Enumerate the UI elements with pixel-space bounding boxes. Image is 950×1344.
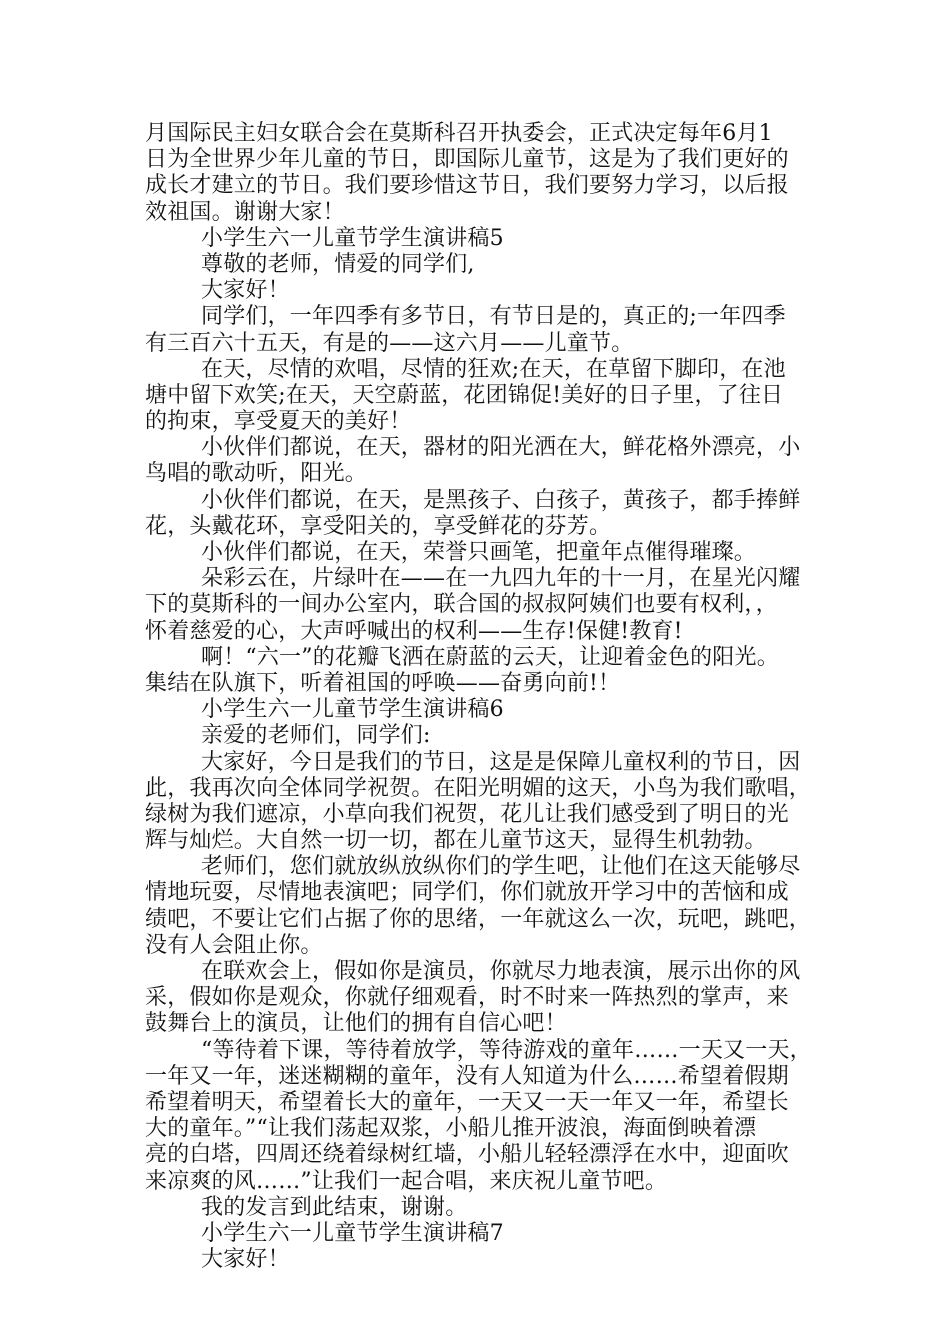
text-line xyxy=(145,278,813,304)
text-line xyxy=(145,1038,813,1064)
section-heading xyxy=(145,697,813,723)
text-line xyxy=(145,331,813,357)
line-text: 朵彩云在，片绿叶在——在一九四九年的十一月，在星光闪耀 xyxy=(201,566,801,592)
text-line xyxy=(145,383,813,409)
line-text: 亮的白塔，四周还绕着绿树红墙，小船儿轻轻漂浮在水中，迎面吹 xyxy=(145,1142,789,1168)
line-text: 此，我再次向全体同学祝贺。在阳光明媚的这天，小鸟为我们歌唱， xyxy=(145,775,812,801)
line-text: 大的童年。”“让我们荡起双浆，小船儿推开波浪，海面倒映着漂 xyxy=(145,1116,757,1142)
line-text: 成长才建立的节日。我们要珍惜这节日，我们要努力学习，以后报 xyxy=(145,173,789,199)
text-line xyxy=(145,435,813,461)
text-line xyxy=(145,1169,813,1195)
line-text: 日为全世界少年儿童的节日，即国际儿童节，这是为了我们更好的 xyxy=(145,147,789,173)
text-line xyxy=(145,985,813,1011)
line-text: 希望着明天，希望着长大的童年，一天又一天一年又一年，希望长 xyxy=(145,1089,789,1115)
text-line xyxy=(145,619,813,645)
text-line xyxy=(145,1247,813,1273)
line-text: 在联欢会上，假如你是演员，你就尽力地表演，展示出你的风 xyxy=(201,959,801,984)
text-line xyxy=(145,566,813,592)
line-text: 同学们，一年四季有多节日，有节日是的，真正的;一年四季 xyxy=(201,304,786,330)
text-line xyxy=(145,252,813,278)
line-text: 啊！“六一”的花瓣飞洒在蔚蓝的云天，让迎着金色的阳光。 xyxy=(201,644,779,670)
line-text: 塘中留下欢笑;在天，天空蔚蓝，花团锦促!美好的日子里，了往日 xyxy=(145,382,784,408)
text-line xyxy=(145,121,813,147)
line-text: 绿树为我们遮凉，小草向我们祝贺，花儿让我们感受到了明日的光 xyxy=(145,801,789,827)
text-line xyxy=(145,488,813,514)
text-line xyxy=(145,304,813,330)
line-text: 在天，尽情的欢唱，尽情的狂欢;在天，在草留下脚印，在池 xyxy=(201,356,786,382)
line-text: 小伙伴们都说，在天，荣誉只画笔，把童年点催得璀璨。 xyxy=(201,540,757,565)
text-line xyxy=(145,173,813,199)
line-text: 怀着慈爱的心，大声呼喊出的权利——生存!保健!教育! xyxy=(145,618,683,644)
text-line xyxy=(145,357,813,383)
line-text: 没有人会阻止你。 xyxy=(145,932,323,958)
line-text: 亲爱的老师们，同学们: xyxy=(201,723,431,749)
text-line xyxy=(145,750,813,776)
text-line xyxy=(145,1064,813,1090)
text-line xyxy=(145,959,813,985)
text-line xyxy=(145,540,813,566)
line-text: 绩吧，不要让它们占据了你的思绪，一年就这么一次，玩吧，跳吧， xyxy=(145,906,812,932)
text-line xyxy=(145,514,813,540)
text-line xyxy=(145,776,813,802)
line-text: 效祖国。谢谢大家！ xyxy=(145,199,345,225)
text-line xyxy=(145,1142,813,1168)
line-text: 大家好！ xyxy=(201,1247,290,1273)
line-text: 鼓舞台上的演员，让他们的拥有自信心吧！ xyxy=(145,1011,567,1037)
line-text: “等待着下课，等待着放学，等待游戏的童年……一天又一天， xyxy=(201,1037,812,1063)
line-text: 花，头戴花环，享受阳关的，享受鲜花的芬芳。 xyxy=(145,513,612,539)
text-line xyxy=(145,592,813,618)
line-text: 辉与灿烂。大自然一切一切，都在儿童节这天，显得生机勃勃。 xyxy=(145,828,767,854)
text-line xyxy=(145,461,813,487)
line-text: 老师们，您们就放纵放纵你们的学生吧，让他们在这天能够尽 xyxy=(201,854,801,880)
section-heading xyxy=(145,1221,813,1247)
text-line xyxy=(145,802,813,828)
text-line xyxy=(145,880,813,906)
line-text: 采，假如你是观众，你就仔细观看，时不时来一阵热烈的掌声，来 xyxy=(145,985,789,1011)
line-text: 有三百六十五天，有是的——这六月——儿童节。 xyxy=(145,330,634,356)
line-text: 小伙伴们都说，在天，是黑孩子、白孩子，黄孩子，都手捧鲜 xyxy=(201,487,801,513)
heading-text: 小学生六一儿童节学生演讲稿7 xyxy=(201,1220,504,1246)
text-line xyxy=(145,723,813,749)
line-text: 鸟唱的歌动听，阳光。 xyxy=(145,461,368,487)
text-line xyxy=(145,147,813,173)
line-text: 一年又一年，迷迷糊糊的童年，没有人知道为什么……希望着假期 xyxy=(145,1063,789,1089)
line-text: 大家好，今日是我们的节日，这是是保障儿童权利的节日，因 xyxy=(201,749,801,775)
line-text: 大家好！ xyxy=(201,278,290,304)
text-line xyxy=(145,1090,813,1116)
text-line xyxy=(145,907,813,933)
text-line xyxy=(145,200,813,226)
line-text: 的拘束，享受夏天的美好！ xyxy=(145,409,412,435)
line-text: 尊敬的老师，情爱的同学们, xyxy=(201,251,475,277)
text-line xyxy=(145,1116,813,1142)
text-line xyxy=(145,933,813,959)
text-line xyxy=(145,671,813,697)
section-heading xyxy=(145,226,813,252)
document-page xyxy=(145,121,813,1273)
line-text: 情地玩耍，尽情地表演吧；同学们，你们就放开学习中的苦恼和成 xyxy=(145,880,789,906)
line-text: 月国际民主妇女联合会在莫斯科召开执委会，正式决定每年6月1 xyxy=(145,121,773,146)
line-text: 我的发言到此结束，谢谢。 xyxy=(201,1194,468,1220)
text-line xyxy=(145,1011,813,1037)
text-line xyxy=(145,409,813,435)
text-line xyxy=(145,828,813,854)
line-text: 小伙伴们都说，在天，器材的阳光洒在大，鲜花格外漂亮，小 xyxy=(201,435,801,461)
heading-text: 小学生六一儿童节学生演讲稿6 xyxy=(201,697,504,723)
line-text: 来凉爽的风……”让我们一起合唱，来庆祝儿童节吧。 xyxy=(145,1168,668,1194)
text-line xyxy=(145,1195,813,1221)
text-line xyxy=(145,645,813,671)
line-text: 下的莫斯科的一间办公室内，联合国的叔叔阿姨们也要有权利，， xyxy=(145,592,778,618)
text-line xyxy=(145,854,813,880)
heading-text: 小学生六一儿童节学生演讲稿5 xyxy=(201,225,504,251)
line-text: 集结在队旗下，听着祖国的呼唤——奋勇向前!！ xyxy=(145,670,621,696)
